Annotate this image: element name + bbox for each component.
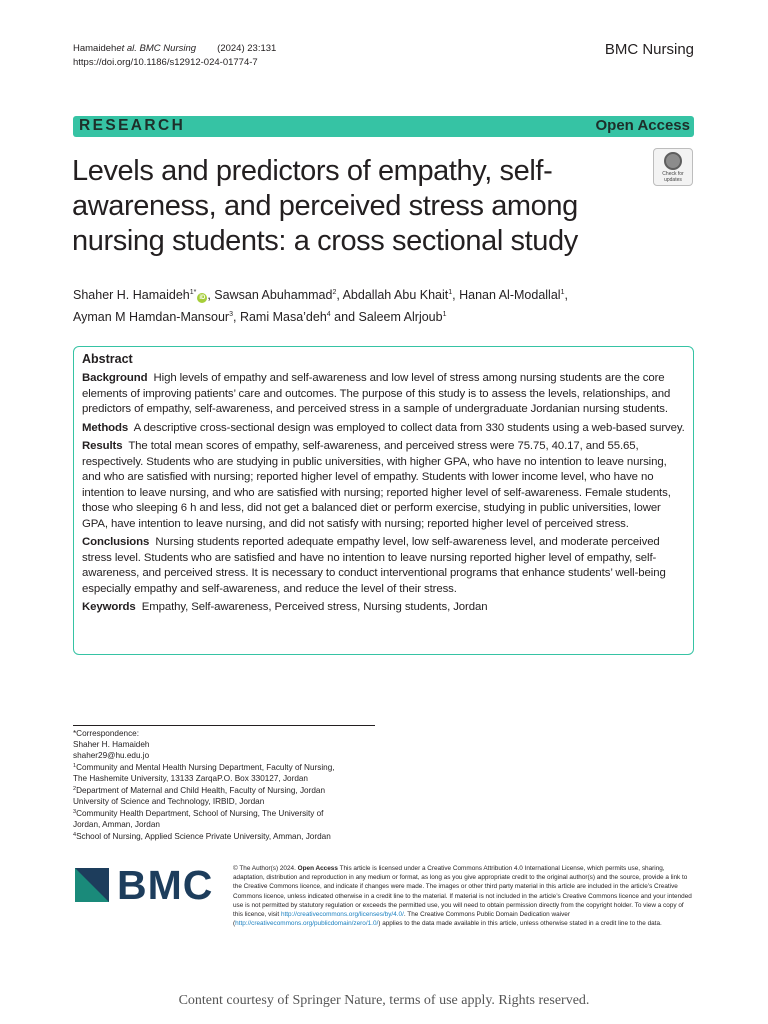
footnote-divider (73, 725, 375, 726)
correspondence-name: Shaher H. Hamaideh (73, 740, 150, 749)
author-name[interactable]: Ayman M Hamdan-Mansour (73, 310, 230, 324)
citation-header (73, 42, 276, 70)
correspondence-block (73, 728, 373, 842)
affiliation-2-cont: University of Science and Technology, IRBID, Jordan (73, 797, 265, 806)
abstract-conclusions (82, 535, 685, 597)
affiliation-sup: 2 (73, 786, 77, 792)
affiliation-3-cont: Jordan, Amman, Jordan (73, 820, 160, 829)
license-body-3: ) applies to the data made available in this article, unless otherwise stated in a credit line to the data. (378, 920, 662, 928)
check-badge-line2: updates (664, 177, 682, 183)
background-text: High levels of empathy and self-awareness and low level of stress among nursing students are the core elements of improving patients’ care and outcomes. The purpose of this study is to assess the levels, relationships, and predictors of empathy, self-awareness, and perceived stress in a sample of undergraduate Jordanian nursing students. (82, 372, 671, 415)
methods-text: A descriptive cross-sectional design was employed to collect data from 330 students using a web-based survey. (133, 421, 685, 434)
author-name[interactable]: Shaher H. Hamaideh (73, 288, 190, 302)
license-link-cc0[interactable]: http://creativecommons.org/publicdomain/zero/1.0/ (235, 920, 379, 928)
affiliation-sup: 1 (73, 763, 77, 769)
correspondence-label: *Correspondence: (73, 729, 139, 738)
affiliation-4 (73, 830, 373, 842)
affiliation-line: Department of Maternal and Child Health, Faculty of Nursing, Jordan (76, 786, 325, 795)
citation-authors: Hamaideh (73, 43, 117, 54)
abstract-background (82, 371, 685, 418)
check-for-updates-badge[interactable] (653, 148, 693, 186)
author-affiliation-sup: 1* (189, 289, 197, 296)
conclusions-text: Nursing students reported adequate empathy level, low self-awareness level, and moderate perceived stress level. Students who are satisfied and have no intention to leave nursing reported higher level of empathy, self-awareness, and perceived stress. It is necessary to conduct interventional programs that enhance students’ well-being especially empathy and self-awareness, and reduce the level of their stress. (82, 536, 666, 595)
abstract-methods (82, 421, 685, 437)
license-copyright: © The Author(s) 2024. (233, 865, 298, 872)
affiliation-1-cont: The Hashemite University, 13133 ZarqaP.O. Box 330127, Jordan (73, 774, 308, 783)
author-affiliation-sup: 1 (442, 311, 447, 318)
keywords-label: Keywords (82, 601, 136, 613)
author-affiliation-sup: 4 (326, 311, 331, 318)
author-name[interactable]: and Saleem Alrjoub (330, 310, 443, 324)
author-affiliation-sup: 2 (332, 289, 337, 296)
license-text (233, 864, 695, 928)
keywords-text: Empathy, Self-awareness, Perceived stress, Nursing students, Jordan (141, 601, 488, 613)
author-separator: , (564, 288, 568, 302)
results-label: Results (82, 440, 123, 452)
bmc-logo-text: BMC (117, 862, 214, 908)
abstract-heading: Abstract (82, 352, 133, 366)
correspondence-email[interactable]: shaher29@hu.edu.jo (73, 751, 150, 760)
check-for-updates-icon (664, 152, 682, 170)
research-band (73, 116, 694, 137)
author-list (73, 283, 633, 327)
author-name[interactable]: , Hanan Al-Modallal (452, 288, 561, 302)
author-name[interactable]: , Abdallah Abu Khait (336, 288, 449, 302)
bmc-logo (75, 862, 215, 908)
author-affiliation-sup: 3 (229, 311, 233, 318)
license-body-1: This article is licensed under a Creative Commons Attribution 4.0 International License, which permits use, sharing, adaptation, distribution and reproduction in any medium or format, as long as you give appropriate credit to the original author(s) and the source, provide a link to the Creative Commons licence, and indicate if changes were made. The images or other third party material in this article are included in the article’s Creative Commons licence, unless indicated otherwise in a credit line to the material. If material is not included in the article’s Creative Commons licence and your intended use is not permitted by statutory regulation or exceeds the permitted use, you will need to obtain permission directly from the copyright holder. To view a copy of this licence, visit (233, 865, 692, 919)
doi-link[interactable]: https://doi.org/10.1186/s12912-024-01774-7 (73, 57, 258, 68)
author-name[interactable]: , Sawsan Abuhammad (207, 288, 333, 302)
affiliation-line: School of Nursing, Applied Science Private University, Amman, Jordan (76, 832, 331, 841)
orcid-icon[interactable]: iD (199, 295, 206, 301)
affiliation-2 (73, 784, 373, 796)
journal-name: BMC Nursing (604, 41, 694, 58)
abstract-results (82, 439, 685, 532)
affiliation-sup: 3 (73, 809, 77, 815)
license-link-cc-by[interactable]: http://creativecommons.org/licenses/by/4.0/ (280, 911, 404, 919)
open-access-label: Open Access (595, 117, 690, 134)
citation-journal: et al. BMC Nursing (116, 43, 197, 54)
article-type-label: RESEARCH (79, 117, 186, 134)
bmc-logo-mark (75, 868, 109, 902)
citation-line (73, 42, 276, 56)
author-affiliation-sup: 1 (560, 289, 565, 296)
license-oa-label: Open Access (297, 865, 338, 872)
background-label: Background (82, 372, 148, 384)
affiliation-line: Community and Mental Health Nursing Department, Faculty of Nursing, (76, 763, 335, 772)
article-title: Levels and predictors of empathy, self-awareness, and perceived stress among nursing students: a cross sectional study (72, 155, 578, 257)
check-badge-line1: Check for (662, 171, 684, 177)
abstract-box (73, 346, 694, 655)
license-body-2: . The Creative Commons Public Domain Dedication waiver ( (233, 911, 570, 928)
page-footer: Content courtesy of Springer Nature, terms of use apply. Rights reserved. (178, 993, 590, 1008)
affiliation-3 (73, 807, 373, 819)
citation-year: (2024) 23:131 (217, 43, 277, 54)
author-name[interactable]: , Rami Masa’deh (233, 310, 327, 324)
conclusions-label: Conclusions (82, 536, 150, 548)
affiliation-line: Community Health Department, School of Nursing, The University of (76, 809, 324, 818)
author-affiliation-sup: 1 (448, 289, 453, 296)
affiliation-1 (73, 761, 373, 773)
methods-label: Methods (82, 421, 129, 434)
abstract-keywords (82, 600, 685, 616)
results-text: The total mean scores of empathy, self-awareness, and perceived stress were 75.75, 40.17, and 55.65, respectively. Students who are studying in public universities, with higher GPA, who have no intention to leave nursing, and who are satisfied with nursing; reported higher level of empathy. Students with lower income level, who have no intention to leave nursing, and who are satisfied with nursing; reported higher level of self-awareness. Female students, those who sleeping 6 h and less, did not get a balanced diet or perform exercise, studying in public universities, lower GPA, have intention to leave nursing, and did not satisfy with nursing; reported higher level of perceived stress. (82, 440, 671, 530)
affiliation-sup: 4 (73, 832, 77, 838)
